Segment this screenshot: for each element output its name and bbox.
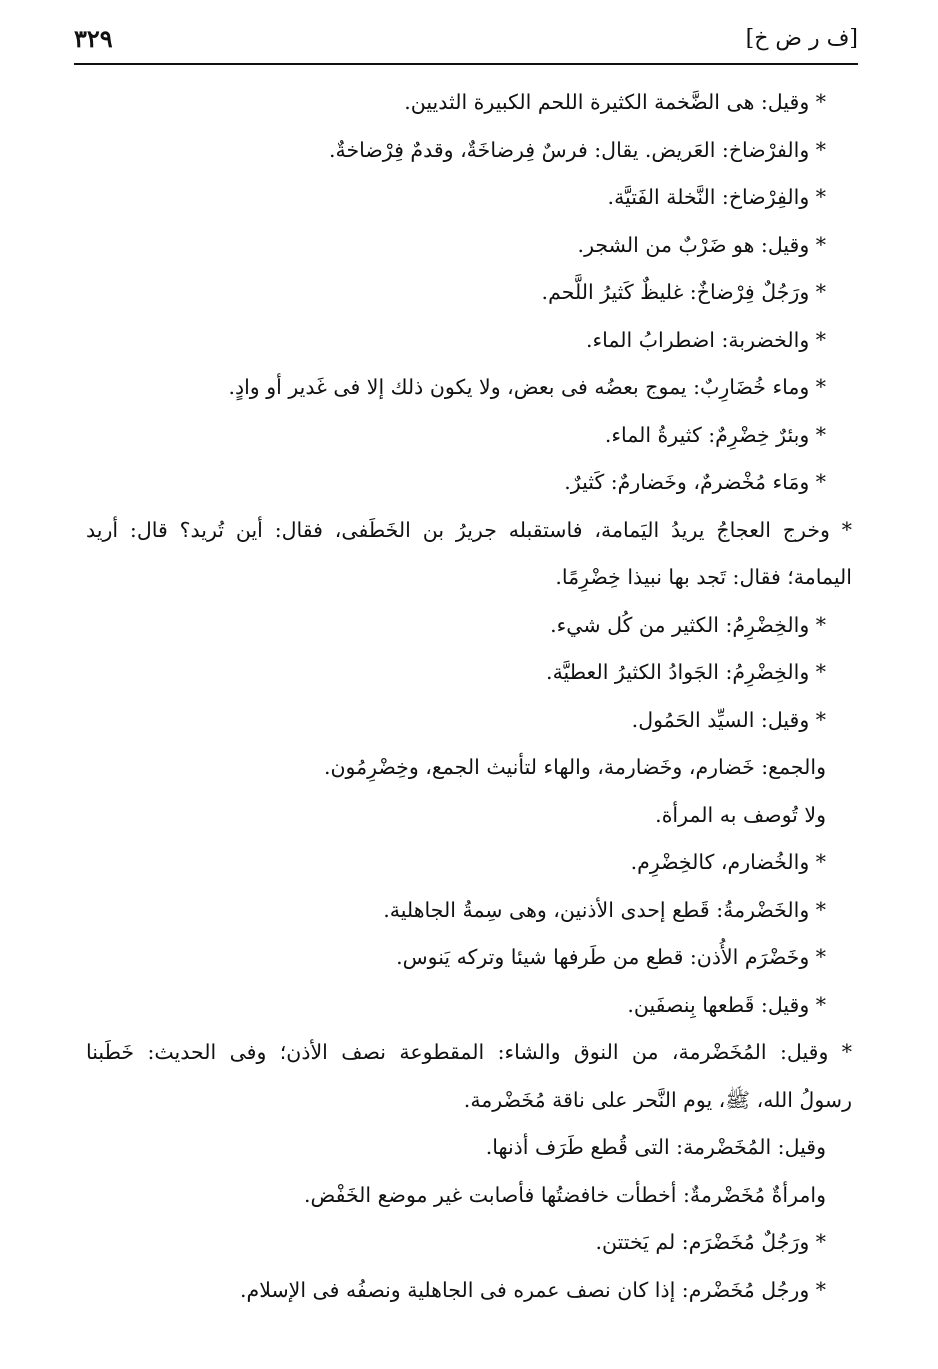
- text-line: ولا تُوصف به المرأة.: [655, 802, 826, 827]
- text-line: * ورَجُلٌ فِرْضاخٌ: غليظٌ كَثيرُ اللَّحم.: [541, 280, 826, 304]
- text-line: * والخُضارم، كالخِضْرِم.: [630, 850, 826, 874]
- text-line: وامرأةٌ مُخَضْرمةٌ: أخطأت خافضتُها فأصابت غير موضع الخَفْض.: [303, 1182, 826, 1207]
- text-line: * والخضربة: اضطرابُ الماء.: [586, 327, 826, 352]
- text-line: وقيل: المُخَضْرمة: التى قُطع طَرَف أذنها.: [485, 1135, 826, 1159]
- text-line: رسولُ الله، ﷺ، يوم النَّحر على ناقة مُخَضْرمة.: [463, 1087, 852, 1112]
- text-line: * وقيل: هى الضَّخمة الكثيرة اللحم الكبيرة الثديين.: [404, 90, 826, 114]
- root-letters-heading: [ف ر ض خ]: [745, 26, 858, 51]
- page-number: ٣٢٩: [74, 24, 113, 53]
- text-line: * ورَجُلٌ مُخَضْرَم: لم يَختتن.: [595, 1230, 826, 1254]
- text-line: * ورجُل مُخَضْرم: إذا كان نصف عمره فى الجاهلية ونصفُه فى الإسلام.: [240, 1277, 826, 1302]
- text-line: * وقيل: قَطعها بِنصفَين.: [627, 992, 826, 1017]
- page-header: [74, 22, 858, 62]
- text-line: * وماء خُضَارِبٌ: يموج بعضُه فى بعض، ولا يكون ذلك إلا فى غَدير أو وادٍ.: [228, 375, 826, 399]
- text-line: * وقيل: السيِّد الحَمُول.: [631, 707, 826, 732]
- text-line: * وخرج العجاجُ يريدُ اليَمامة، فاستقبله جريرُ بن الخَطَفى، فقال: أين تُريد؟ قال: أريد: [86, 517, 852, 542]
- text-line: * وبئرٌ خِضْرِمٌ: كثيرةُ الماء.: [604, 422, 826, 447]
- text-line: * والخِضْرِمُ: الكثير من كُل شيء.: [550, 612, 826, 637]
- text-line: * والفرْضاخ: العَريض. يقال: فرسٌ فِرضاخَةٌ، وقدمٌ فِرْضاخةٌ.: [328, 137, 826, 162]
- text-line: * وقيل: المُخَضْرمة، من النوق والشاء: المقطوعة نصف الأذن؛ وفى الحديث: خَطَبنا: [86, 1040, 852, 1064]
- text-line: * وقيل: هو ضَرْبٌ من الشجر.: [577, 232, 826, 257]
- text-line: * والخَضْرمةُ: قَطع إحدى الأذنين، وهى سِمةُ الجاهلية.: [383, 897, 826, 922]
- page-body: [86, 82, 852, 1317]
- text-line: * ومَاء مُخْضرمٌ، وخَضارمٌ: كَثيرٌ.: [564, 470, 826, 494]
- text-line: والجمع: خَضارم، وخَضارمة، والهاء لتأنيث الجمع، وخِضْرِمُون.: [323, 755, 826, 779]
- header-rule: [74, 63, 858, 65]
- text-line: * والخِضْرِمُ: الجَوادُ الكثيرُ العطيَّة.: [546, 660, 826, 684]
- text-line: اليمامة؛ فقال: تَجد بها نبيذا خِضْرِمًا.: [555, 565, 852, 589]
- text-line: * وخَضْرَم الأُذن: قطع من طَرفها شيئا وتركه يَنوس.: [396, 945, 826, 969]
- text-line: * والفِرْضاخ: النَّخلة الفَتيَّة.: [607, 185, 826, 209]
